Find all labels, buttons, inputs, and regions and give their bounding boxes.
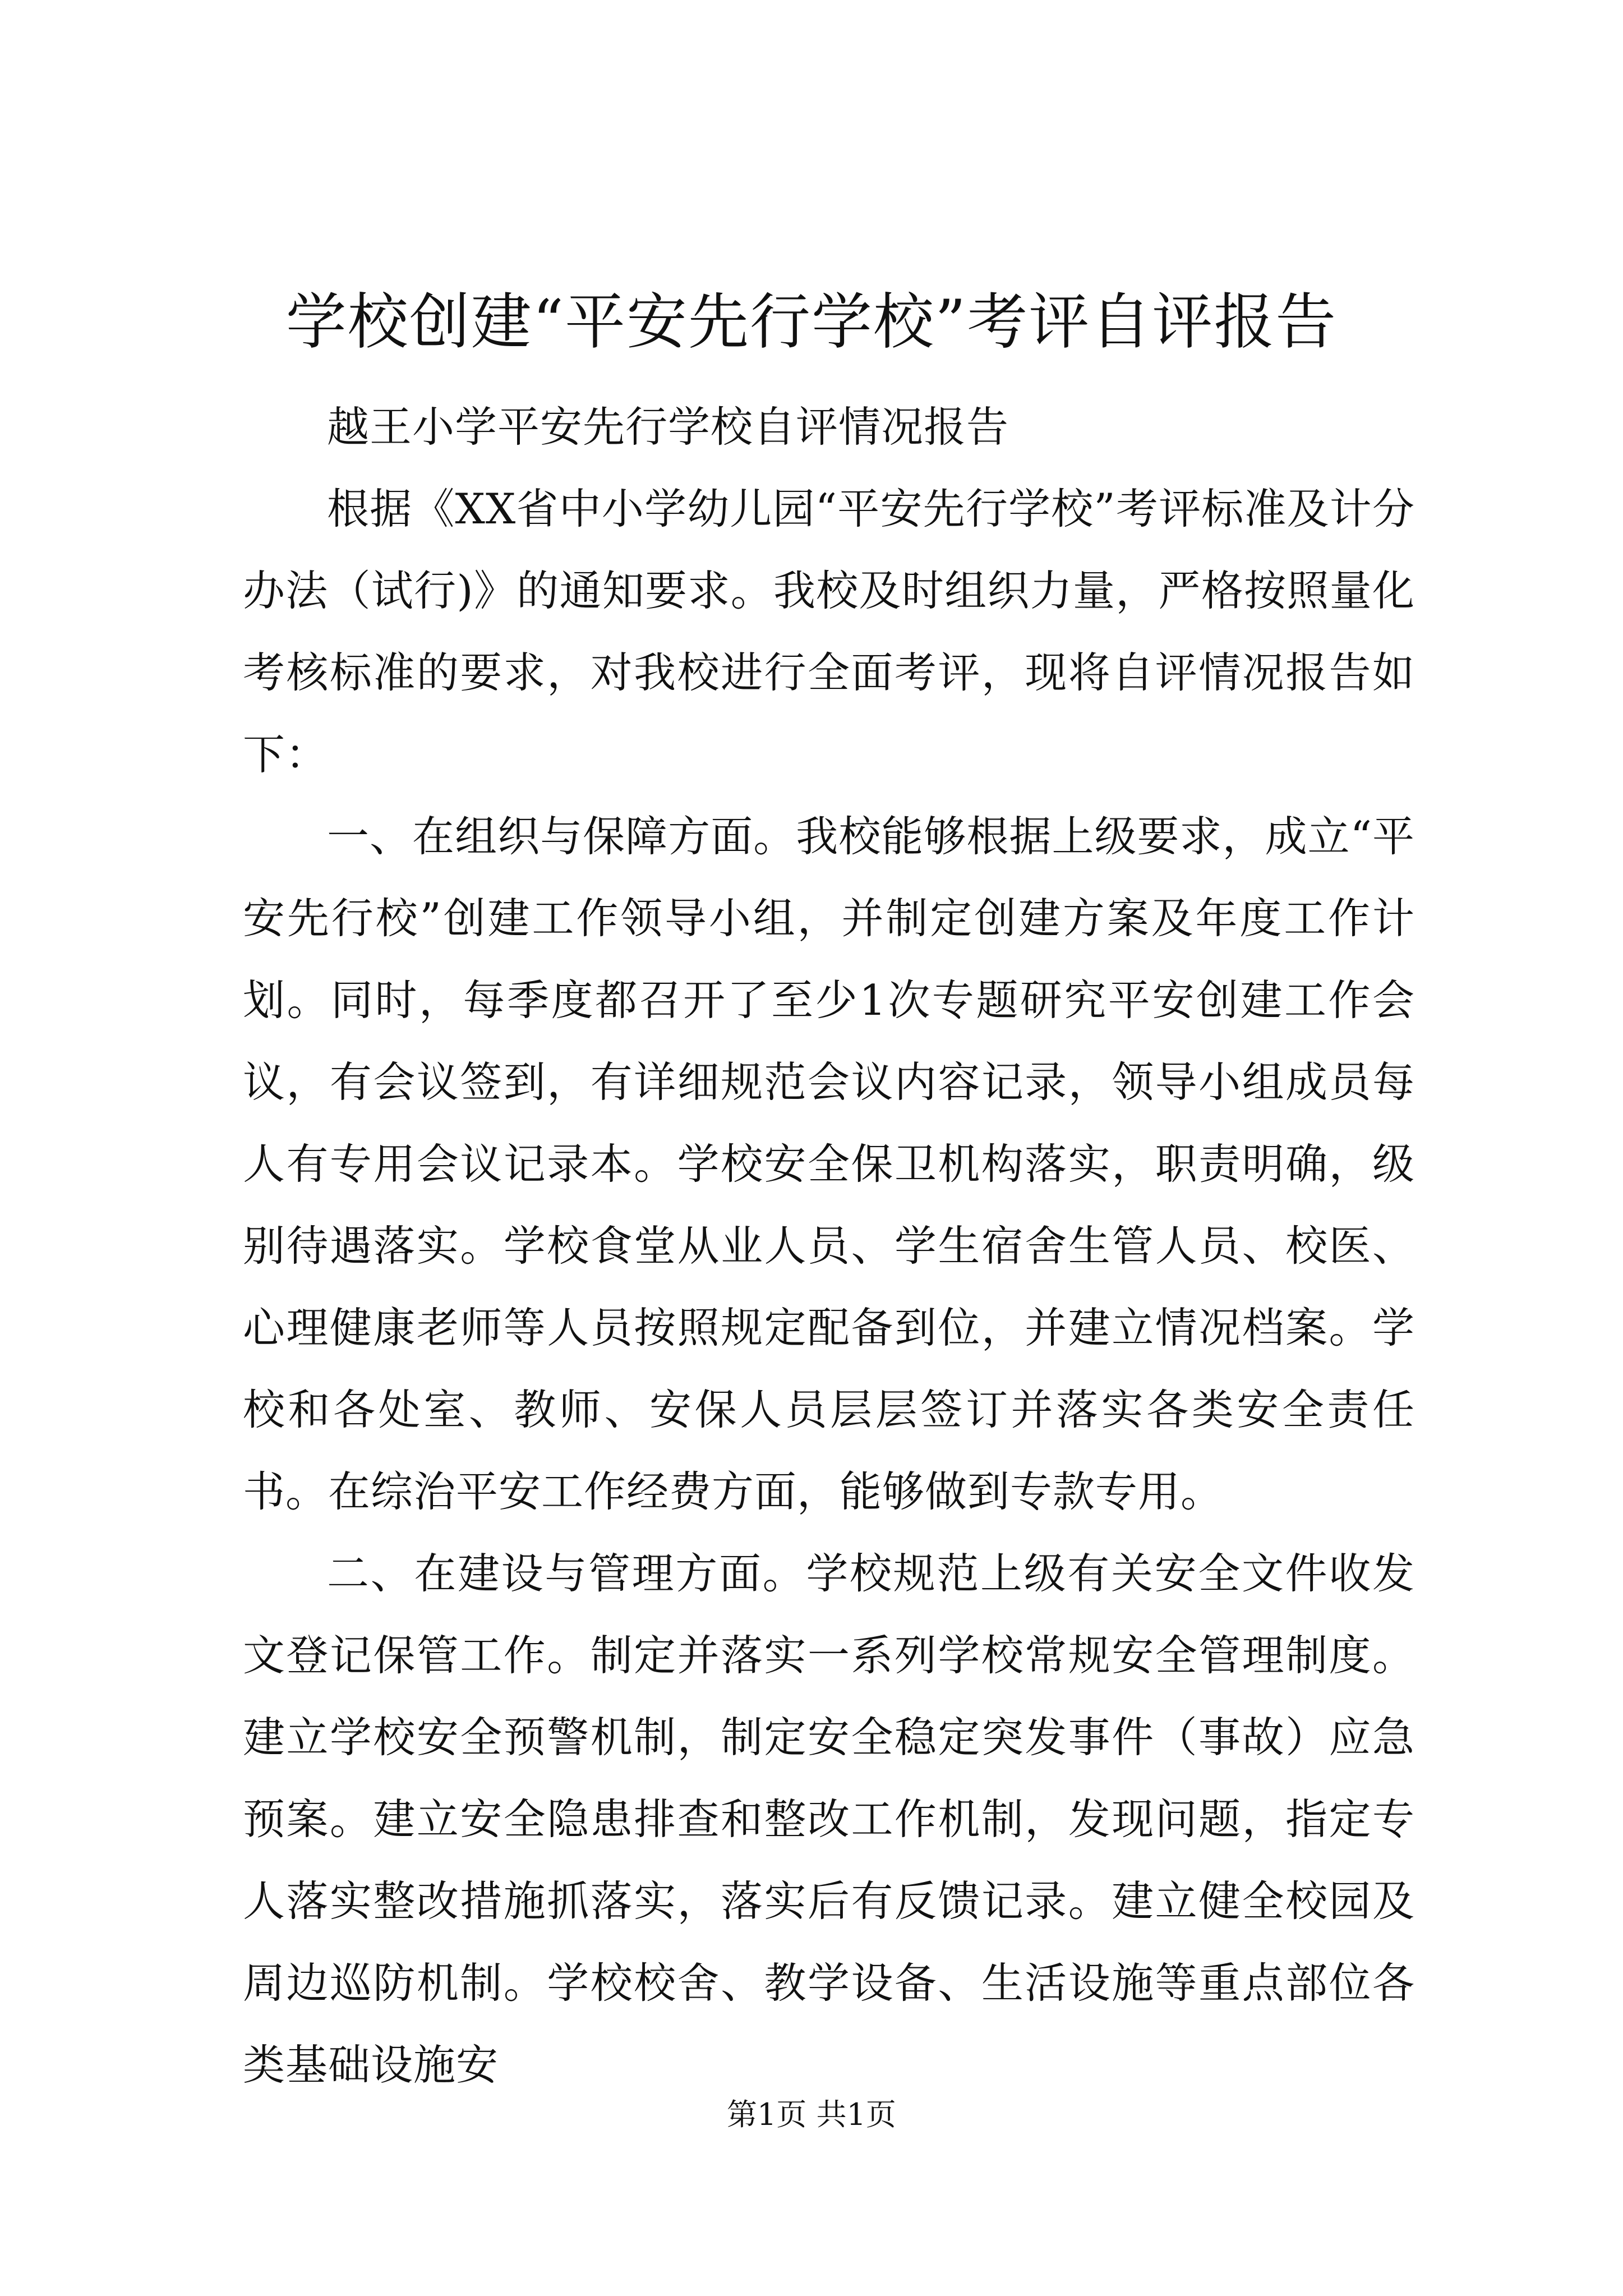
document-body xyxy=(243,386,1415,2106)
intro-paragraph: 根据《XX省中小学幼儿园“平安先行学校”考评标准及计分办法（试行)》的通知要求。我校及时组织力量，严格按照量化考核标准的要求，对我校进行全面考评，现将自评情况报告如下： xyxy=(243,484,1415,779)
page-footer: 第1页 共1页 xyxy=(727,2097,896,2132)
section-management-paragraph: 二、在建设与管理方面。学校规范上级有关安全文件收发文登记保管工作。制定并落实一系列学校常规安全管理制度。建立学校安全预警机制，制定安全稳定突发事件（事故）应急预案。建立安全隐患排查和整改工作机制，发现问题，指定专人落实整改措施抓落实，落实后有反馈记录。建立健全校园及周边巡防机制。学校校舍、教学设备、生活设施等重点部位各类基础设施安 xyxy=(243,1549,1415,2090)
section-organization-paragraph: 一、在组织与保障方面。我校能够根据上级要求，成立“平安先行校”创建工作领导小组，并制定创建方案及年度工作计划。同时，每季度都召开了至少1次专题研究平安创建工作会议，有会议签到，有详细规范会议内容记录，领导小组成员每人有专用会议记录本。学校安全保卫机构落实，职责明确，级别待遇落实。学校食堂从业人员、学生宿舍生管人员、校医、心理健康老师等人员按照规定配备到位，并建立情况档案。学校和各处室、教师、安保人员层层签订并落实各类安全责任书。在综治平安工作经费方面，能够做到专款专用。 xyxy=(243,812,1415,1516)
subtitle-paragraph: 越王小学平安先行学校自评情况报告 xyxy=(327,402,1009,452)
document-title: 学校创建“平安先行学校”考评自评报告 xyxy=(285,287,1338,357)
